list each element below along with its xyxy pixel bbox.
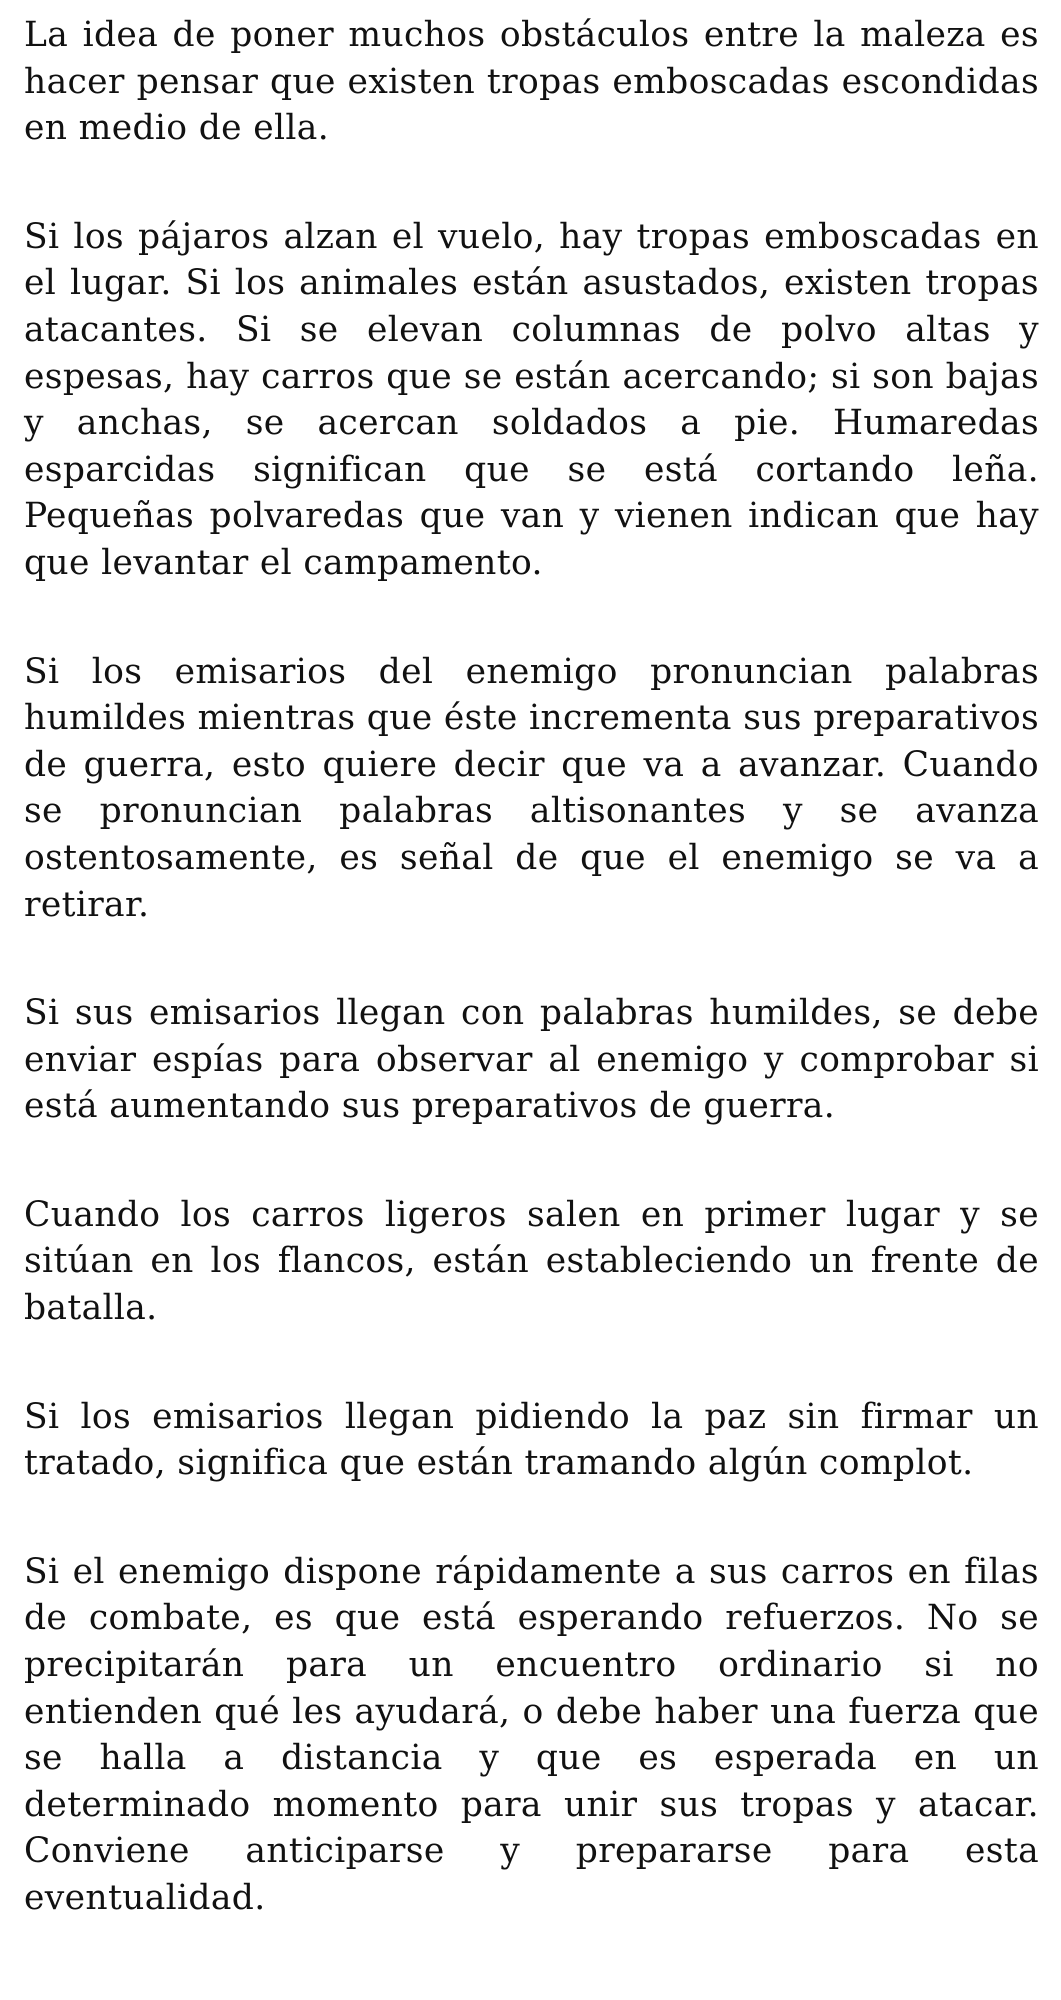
paragraph-5: Cuando los carros ligeros salen en primer lugar y se sitúan en los flancos, están estableciendo un frente de batalla. bbox=[24, 1194, 1039, 1329]
paragraph-2: Si los pájaros alzan el vuelo, hay tropas emboscadas en el lugar. Si los animales están asustados, existen tropas atacantes. Si se elevan columnas de polvo altas y espesas, hay carros que se están acercando; si son bajas y anchas, se acercan soldados a pie. Humaredas esparcidas significan que se está cortando leña. Pequeñas polvaredas que van y vienen indican que hay que levantar el campamento. bbox=[24, 216, 1039, 583]
paragraph-6: Si los emisarios llegan pidiendo la paz sin firmar un tratado, significa que están tramando algún complot. bbox=[24, 1396, 1039, 1484]
paragraph-1: La idea de poner muchos obstáculos entre la maleza es hacer pensar que existen tropas emboscadas escondidas en medio de ella. bbox=[24, 15, 1039, 149]
document-page bbox=[24, 12, 1039, 1984]
paragraph-3: Si los emisarios del enemigo pronuncian palabras humildes mientras que éste incrementa sus preparativos de guerra, esto quiere decir que va a avanzar. Cuando se pronuncian palabras altisonantes y se avanza ostentosamente, es señal de que el enemigo se va a retirar. bbox=[24, 651, 1039, 925]
paragraph-4: Si sus emisarios llegan con palabras humildes, se debe enviar espías para observar al enemigo y comprobar si está aumentando sus preparativos de guerra. bbox=[24, 993, 1039, 1127]
paragraph-7: Si el enemigo dispone rápidamente a sus carros en filas de combate, es que está esperando refuerzos. No se precipitarán para un encuentro ordinario si no entienden qué les ayudará, o debe haber una fuerza que se halla a distancia y que es esperada en un determinado momento para unir sus tropas y atacar. Conviene anticiparse y prepararse para esta eventualidad. bbox=[24, 1551, 1039, 1918]
